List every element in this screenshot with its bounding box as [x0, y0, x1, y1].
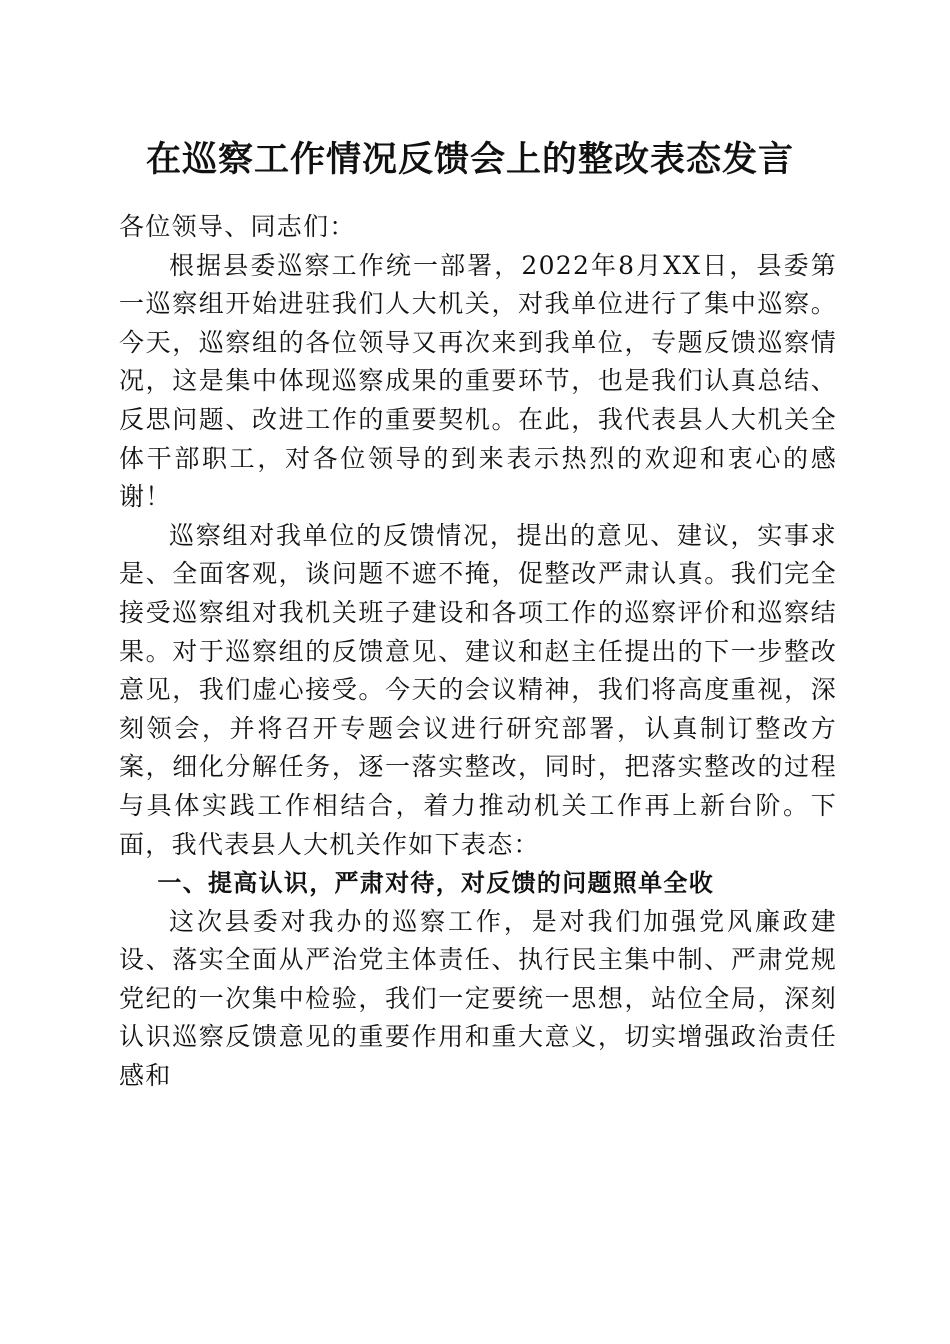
document-body: [119, 208, 837, 1096]
paragraph-2: 巡察组对我单位的反馈情况，提出的意见、建议，实事求是、全面客观，谈问题不遮不掩，促整改严肃认真。我们完全接受巡察组对我机关班子建设和各项工作的巡察评价和巡察结果。对于巡察组的反馈意见、建议和赵主任提出的下一步整改意见，我们虚心接受。今天的会议精神，我们将高度重视，深刻领会，并将召开专题会议进行研究部署，认真制订整改方案，细化分解任务，逐一落实整改，同时，把落实整改的过程与具体实践工作相结合，着力推动机关工作再上新台阶。下面，我代表县人大机关作如下表态：: [119, 520, 837, 859]
paragraph-1: 根据县委巡察工作统一部署，2022年8月XX日，县委第一巡察组开始进驻我们人大机关，对我单位进行了集中巡察。今天，巡察组的各位领导又再次来到我单位，专题反馈巡察情况，这是集中体现巡察成果的重要环节，也是我们认真总结、反思问题、改进工作的重要契机。在此，我代表县人大机关全体干部职工，对各位领导的到来表示热烈的欢迎和衷心的感谢！: [119, 250, 837, 512]
document-title: 在巡察工作情况反馈会上的整改表态发言: [145, 139, 794, 180]
section-heading-1: 一、提高认识，严肃对待，对反馈的问题照单全收: [157, 869, 714, 898]
section-paragraph-1: 这次县委对我办的巡察工作，是对我们加强党风廉政建设、落实全面从严治党主体责任、执行民主集中制、严肃党规党纪的一次集中检验，我们一定要统一思想，站位全局，深刻认识巡察反馈意见的重要作用和重大意义，切实增强政治责任感和: [119, 906, 837, 1091]
salutation: 各位领导、同志们：: [119, 212, 356, 241]
